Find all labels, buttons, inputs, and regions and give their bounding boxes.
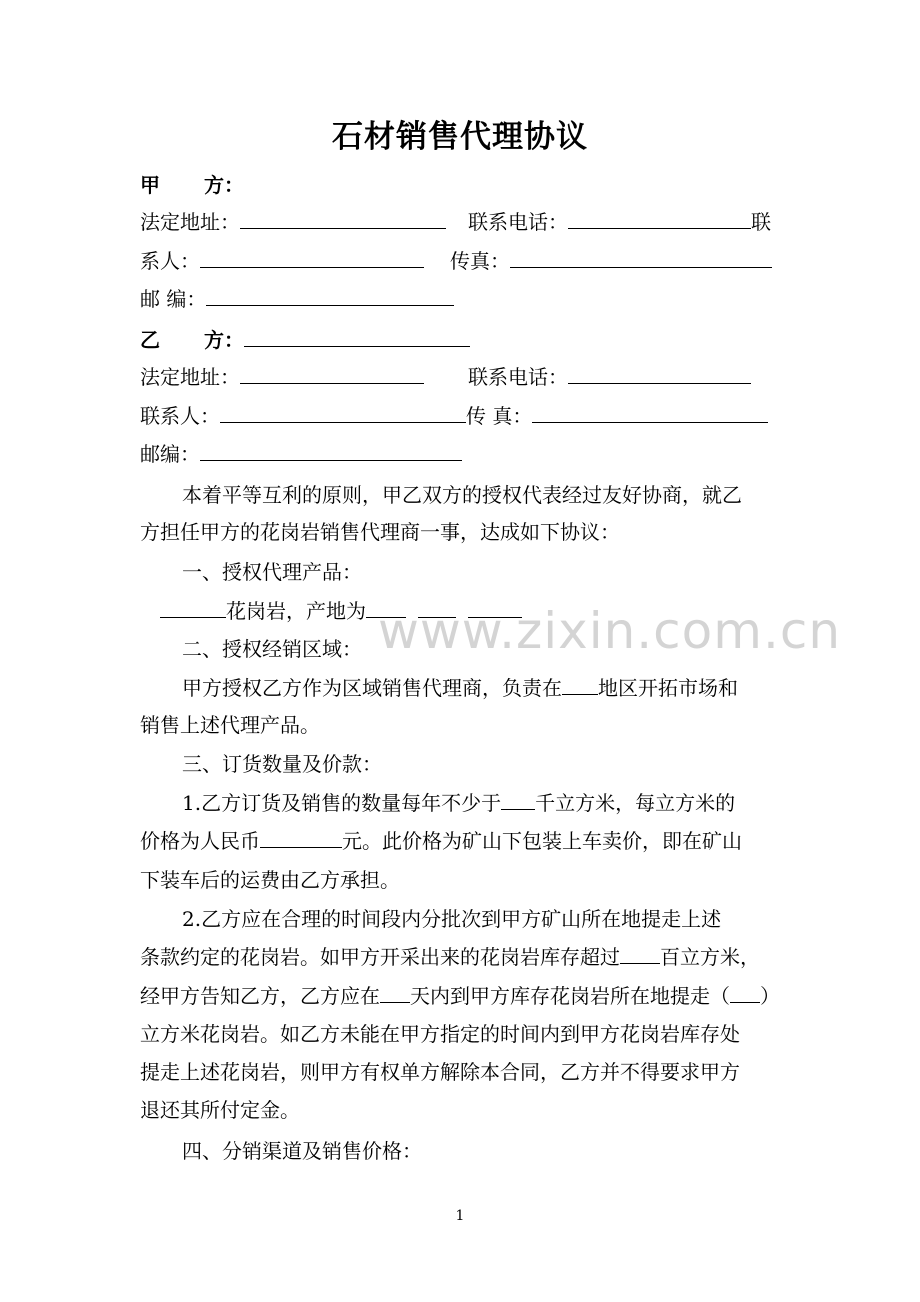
party-a-postcode-line: 邮 编：: [140, 286, 454, 312]
party-a-address-line: 法定地址： 联系电话： 联: [140, 210, 771, 234]
section-3-item-2-line-1: 2.乙方应在合理的时间段内分批次到甲方矿山所在地提走上述: [182, 907, 722, 931]
page-number: 1: [455, 1208, 465, 1224]
party-a-fax-blank[interactable]: [510, 249, 772, 268]
section-1-product-line: 花岗岩，产地为: [160, 598, 522, 624]
section-3-heading: 三、订货数量及价款：: [182, 752, 382, 776]
section-3-item-1-line-1: 1.乙方订货及销售的数量每年不少于 千立方米，每立方米的: [182, 791, 736, 815]
intro-paragraph-line-1: 本着平等互利的原则，甲乙双方的授权代表经过友好协商，就乙: [182, 483, 742, 507]
region-blank[interactable]: [562, 676, 598, 695]
party-b-address-blank[interactable]: [240, 365, 424, 384]
party-a-phone-blank[interactable]: [568, 210, 751, 229]
party-b-postcode-line: 邮编：: [140, 441, 462, 467]
section-3-item-1-line-2: 价格为人民币 元。此价格为矿山下包装上车卖价，即在矿山: [140, 829, 742, 853]
section-3-item-2-line-3: 经甲方告知乙方，乙方应在 天内到甲方库存花岗岩所在地提走（ ）: [140, 984, 780, 1008]
section-3-item-2-line-2: 条款约定的花岗岩。如甲方开采出来的花岗岩库存超过 百立方米，: [140, 945, 760, 969]
party-b-postcode-blank[interactable]: [200, 442, 462, 461]
party-a-contact-blank[interactable]: [200, 249, 424, 268]
product-name-blank[interactable]: [160, 599, 226, 618]
party-a-address-blank[interactable]: [240, 210, 446, 229]
party-b-contact-blank[interactable]: [220, 404, 466, 423]
section-3-item-2-line-4: 立方米花岗岩。如乙方未能在甲方指定的时间内到甲方花岗岩库存处: [140, 1022, 740, 1046]
section-1-heading: 一、授权代理产品：: [182, 560, 362, 584]
intro-paragraph-line-2: 方担任甲方的花岗岩销售代理商一事，达成如下协议：: [140, 520, 620, 544]
party-b-fax-blank[interactable]: [532, 404, 768, 423]
party-b-name-blank[interactable]: [244, 328, 470, 347]
section-3-item-1-line-3: 下装车后的运费由乙方承担。: [140, 868, 400, 892]
party-b-address-line: 法定地址： 联系电话：: [140, 364, 751, 390]
section-2-heading: 二、授权经销区域：: [182, 637, 362, 661]
document-title: 石材销售代理协议: [332, 119, 588, 155]
party-a-contact-line: 系人： 传真：: [140, 248, 772, 274]
party-b-phone-blank[interactable]: [568, 365, 751, 384]
annual-quantity-blank[interactable]: [501, 791, 535, 810]
stock-limit-blank[interactable]: [620, 945, 660, 964]
section-2-paragraph-line-1: 甲方授权乙方作为区域销售代理商，负责在 地区开拓市场和: [182, 676, 738, 700]
party-a-postcode-blank[interactable]: [206, 287, 454, 306]
section-3-item-2-line-5: 提走上述花岗岩，则甲方有权单方解除本合同，乙方并不得要求甲方: [140, 1060, 740, 1084]
pickup-volume-blank[interactable]: [730, 984, 760, 1003]
party-b-contact-line: 联系人： 传 真：: [140, 403, 768, 429]
section-3-item-2-line-6: 退还其所付定金。: [140, 1098, 300, 1122]
section-4-heading: 四、分销渠道及销售价格：: [182, 1139, 422, 1163]
pickup-days-blank[interactable]: [380, 984, 410, 1003]
party-b-heading: 乙 方：: [140, 327, 470, 353]
watermark: www.zixin.com.cn: [378, 602, 842, 660]
party-a-heading: 甲 方：: [140, 173, 244, 197]
unit-price-blank[interactable]: [260, 829, 342, 848]
section-2-paragraph-line-2: 销售上述代理产品。: [140, 713, 320, 737]
